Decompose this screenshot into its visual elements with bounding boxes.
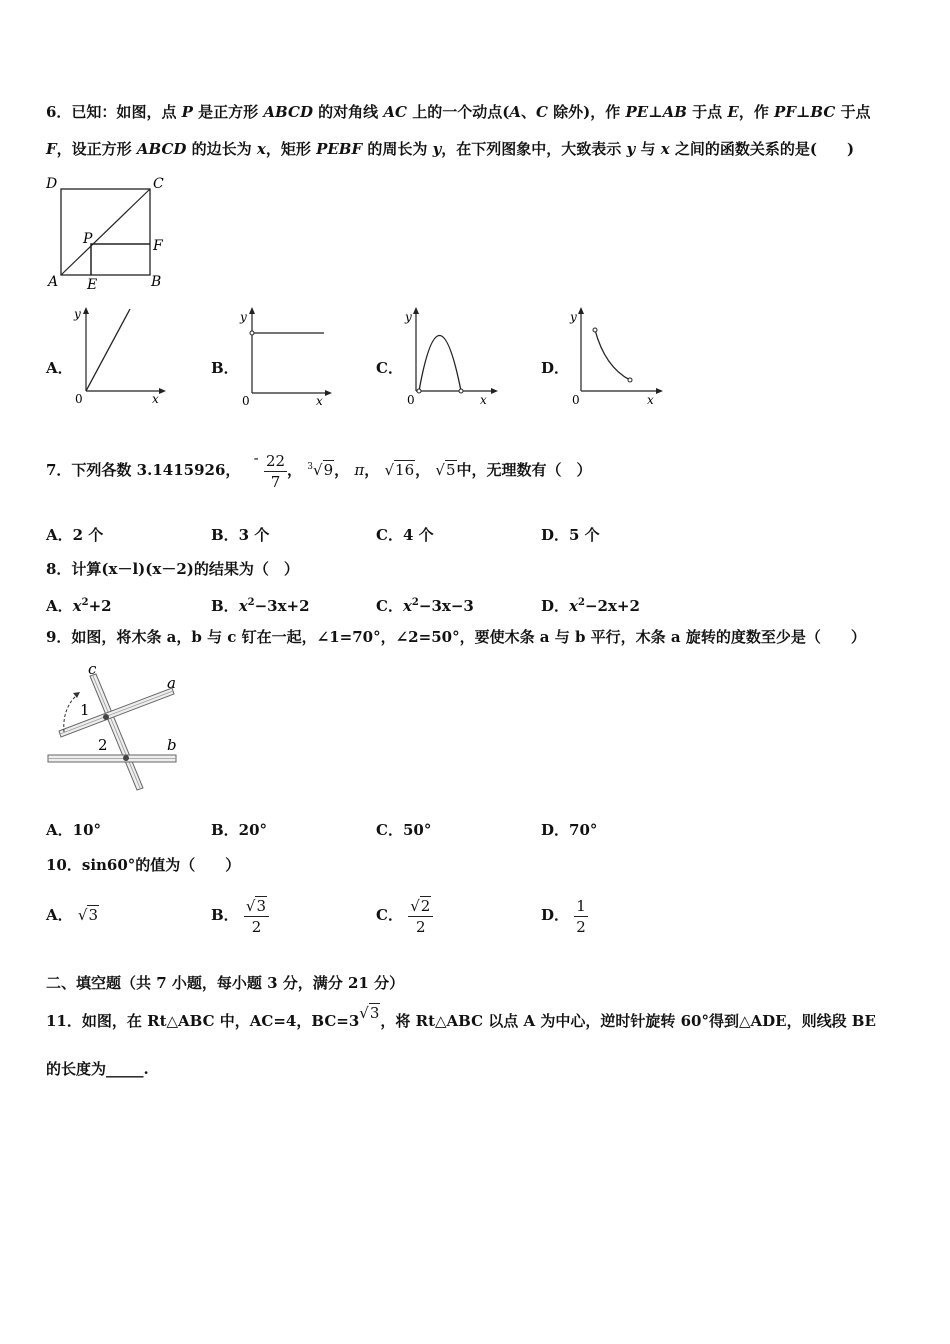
svg-text:y: y [240, 310, 247, 324]
q8-stem: 8．计算(x－l)(x－2)的结果为（ ） [46, 560, 299, 578]
label-a: a [167, 674, 176, 692]
q6-option-d-label: D． [541, 359, 570, 377]
q8-option-d: D．$x^2-2x+2$ [541, 597, 640, 615]
q6-option-a-label: A． [46, 359, 73, 377]
q6-option-c-label: C． [376, 359, 403, 377]
q11-stem-line2: 的长度为_____. [46, 1060, 149, 1078]
label-C: C [153, 176, 164, 192]
label-angle-2: 2 [98, 736, 108, 754]
sqrt-16: √16 [384, 461, 415, 479]
label-B: B [151, 274, 162, 290]
label-c: c [88, 662, 97, 678]
q7-option-d: D．5 个 [541, 526, 600, 544]
section-2-title: 二、填空题（共 7 小题，每小题 3 分，满分 21 分） [46, 974, 405, 992]
svg-text:0: 0 [407, 393, 415, 407]
label-D: D [46, 176, 58, 192]
q7-stem: 7．下列各数 3.1415926， - $\frac{22}{7}$ ， $^3$√9， π， √16， √5中，无理数有（ ） [46, 449, 592, 491]
svg-text:0: 0 [572, 393, 580, 407]
q7-option-b: B．3 个 [211, 526, 270, 544]
q7-option-c: C．4 个 [376, 526, 434, 544]
pi-symbol: π [354, 461, 365, 479]
q6-option-a-graph [70, 305, 170, 405]
q6-option-b-label: B． [211, 359, 239, 377]
q10-option-d: D． $\frac{1}{2}$ [541, 896, 586, 936]
svg-text:x: x [647, 393, 654, 407]
label-b: b [167, 736, 177, 754]
q10-stem: 10．sin60°的值为（ ） [46, 856, 241, 874]
q6-square-figure [40, 172, 180, 294]
svg-text:x: x [480, 393, 487, 407]
svg-text:x: x [316, 394, 323, 408]
q10-option-a: A． √3 [46, 906, 98, 924]
q6-stem-line1: 6．已知：如图，点 P 是正方形 ABCD 的对角线 AC 上的一个动点(A、C 除外)，作 PE⊥AB 于点 E，作 PF⊥BC 于点 [46, 103, 871, 121]
q10-option-c: C． $\frac{√2}{2}$ [376, 890, 433, 940]
q9-option-b: B．20° [211, 821, 268, 839]
sqrt-5: √5 [435, 461, 456, 479]
q6-option-b-graph [236, 305, 336, 409]
q11-stem-line1: 11．如图，在 Rt△ABC 中，AC=4，BC=3√3，将 Rt△ABC 以点 A 为中心，逆时针旋转 60°得到△ADE，则线段 BE [46, 1004, 876, 1030]
q9-option-c: C．50° [376, 821, 432, 839]
fraction-22-7: $\frac{22}{7}$ [265, 451, 286, 491]
q7-option-a: A．2 个 [46, 526, 104, 544]
label-P: P [83, 231, 93, 247]
q9-stem: 9．如图，将木条 a，b 与 c 钉在一起，∠1=70°，∠2=50°，要使木条 a 与 b 平行，木条 a 旋转的度数至少是（ ） [46, 628, 866, 646]
svg-text:y: y [405, 310, 412, 324]
svg-text:y: y [570, 310, 577, 324]
q9-option-a: A．10° [46, 821, 102, 839]
svg-text:0: 0 [75, 392, 83, 405]
q8-option-c: C．$x^2-3x-3$ [376, 597, 474, 615]
cube-root-9: $^3$√9 [307, 461, 334, 479]
q9-wood-strips-figure [40, 662, 190, 798]
q6-option-c-graph [402, 305, 502, 409]
q6-stem-line2: F，设正方形 ABCD 的边长为 x，矩形 PEBF 的周长为 y，在下列图象中，大致表示 y 与 x 之间的函数关系的是( ) [46, 140, 855, 158]
q6-option-d-graph [567, 305, 667, 409]
minus-sign: - [253, 449, 259, 467]
label-E: E [87, 277, 98, 293]
svg-text:0: 0 [242, 394, 250, 408]
label-angle-1: 1 [80, 701, 90, 719]
label-F: F [153, 238, 163, 254]
q8-option-b: B．$x^2-3x+2$ [211, 597, 310, 615]
svg-text:x: x [152, 392, 159, 405]
label-A: A [48, 274, 59, 290]
q8-option-a: A．$x^2+2$ [46, 597, 112, 615]
q9-option-d: D．70° [541, 821, 598, 839]
q10-option-b: B． $\frac{√3}{2}$ [211, 890, 269, 940]
svg-text:y: y [74, 307, 81, 321]
